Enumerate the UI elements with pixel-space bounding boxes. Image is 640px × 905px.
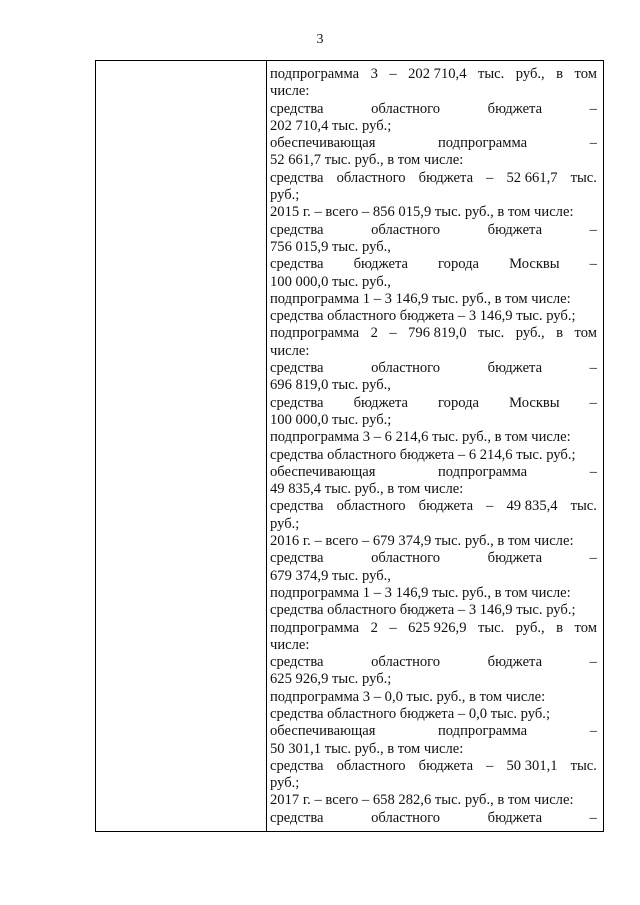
word: средства	[270, 654, 324, 671]
word: –	[589, 394, 597, 411]
word: –	[589, 654, 597, 671]
word: областного	[371, 100, 441, 117]
word: бюджета	[487, 360, 543, 377]
text-line: средства областного бюджета – 0,0 тыс. руб.;	[270, 705, 551, 722]
word: –	[589, 550, 597, 567]
word: областного	[371, 654, 441, 671]
word: подпрограмма	[270, 325, 360, 342]
text-line: средства областного бюджета – 3 146,9 тыс. руб.;	[270, 602, 576, 619]
word: подпрограмма	[438, 135, 528, 152]
right-column-cell	[270, 66, 597, 827]
word: –	[486, 757, 494, 774]
word: Москвы	[509, 256, 560, 273]
word: –	[589, 360, 597, 377]
word: города	[438, 256, 480, 273]
page-number: 3	[316, 32, 324, 47]
word: бюджета	[418, 169, 474, 186]
word: 52 661,7	[506, 169, 558, 186]
word: –	[486, 498, 494, 515]
word: –	[589, 723, 597, 740]
text-line: подпрограмма 3 – 0,0 тыс. руб., в том числе:	[270, 688, 546, 705]
word: областного	[371, 360, 441, 377]
word: областного	[336, 169, 406, 186]
word: 796 819,0	[408, 325, 467, 342]
text-line: подпрограмма 1 – 3 146,9 тыс. руб., в том числе:	[270, 290, 571, 307]
word: средства	[270, 256, 324, 273]
word: бюджета	[418, 498, 474, 515]
text-line: 756 015,9 тыс. руб.,	[270, 238, 391, 255]
word: бюджета	[353, 394, 408, 411]
word: в	[556, 325, 564, 342]
text-line	[270, 810, 597, 827]
word: –	[486, 169, 494, 186]
word: 49 835,4	[506, 498, 558, 515]
text-line	[270, 550, 597, 567]
word: тыс.	[570, 169, 597, 186]
text-line: руб.;	[270, 515, 300, 532]
word: бюджета	[353, 256, 408, 273]
word: в	[556, 66, 564, 82]
text-line: числе:	[270, 83, 310, 100]
text-line: 50 301,1 тыс. руб., в том числе:	[270, 740, 464, 757]
word: руб.,	[515, 66, 545, 82]
text-line	[270, 758, 597, 775]
text-line: средства областного бюджета – 6 214,6 тыс. руб.;	[270, 446, 576, 463]
text-line	[270, 464, 597, 481]
word: руб.,	[515, 325, 545, 342]
text-line: 696 819,0 тыс. руб.,	[270, 377, 391, 394]
word: 50 301,1	[506, 757, 558, 774]
text-line: 2016 г. – всего – 679 374,9 тыс. руб., в том числе:	[270, 533, 574, 550]
word: бюджета	[487, 221, 543, 238]
text-line: 679 374,9 тыс. руб.,	[270, 567, 391, 584]
text-line	[270, 654, 597, 671]
word: 202 710,4	[408, 66, 467, 82]
word: том	[574, 619, 597, 636]
word: Москвы	[509, 394, 560, 411]
text-line: 2015 г. – всего – 856 015,9 тыс. руб., в том числе:	[270, 204, 574, 221]
text-line: руб.;	[270, 775, 300, 792]
word: –	[589, 135, 597, 152]
word: средства	[270, 221, 324, 238]
word: города	[438, 394, 480, 411]
text-line: числе:	[270, 342, 310, 359]
word: бюджета	[487, 654, 543, 671]
word: тыс.	[477, 325, 505, 342]
word: подпрограмма	[438, 463, 528, 480]
word: обеспечивающая	[270, 135, 376, 152]
word: средства	[270, 169, 324, 186]
text-line	[270, 222, 597, 239]
text-line: 52 661,7 тыс. руб., в том числе:	[270, 152, 464, 169]
word: –	[389, 619, 397, 636]
word: том	[574, 325, 597, 342]
text-line: 2017 г. – всего – 658 282,6 тыс. руб., в том числе:	[270, 792, 574, 809]
text-line: числе:	[270, 636, 310, 653]
word: 3	[370, 66, 378, 82]
word: областного	[336, 498, 406, 515]
word: обеспечивающая	[270, 463, 376, 480]
word: тыс.	[570, 498, 597, 515]
word: средства	[270, 498, 324, 515]
word: областного	[371, 809, 441, 826]
word: средства	[270, 360, 324, 377]
text-line	[270, 256, 597, 273]
text-line: 202 710,4 тыс. руб.;	[270, 117, 392, 134]
text-line	[270, 620, 597, 637]
word: 2	[370, 619, 378, 636]
text-line: подпрограмма 3 – 6 214,6 тыс. руб., в том числе:	[270, 429, 571, 446]
word: средства	[270, 100, 324, 117]
word: бюджета	[487, 100, 543, 117]
text-line: руб.;	[270, 187, 300, 204]
word: подпрограмма	[270, 619, 360, 636]
text-line	[270, 723, 597, 740]
word: бюджета	[487, 550, 543, 567]
word: –	[389, 66, 397, 82]
text-line	[270, 325, 597, 342]
word: областного	[371, 221, 441, 238]
word: средства	[270, 809, 324, 826]
word: бюджета	[487, 809, 543, 826]
word: обеспечивающая	[270, 723, 376, 740]
word: –	[589, 221, 597, 238]
word: –	[589, 100, 597, 117]
word: том	[574, 66, 597, 82]
word: тыс.	[477, 619, 505, 636]
text-line	[270, 395, 597, 412]
word: средства	[270, 550, 324, 567]
word: 625 926,9	[408, 619, 467, 636]
text-line: 625 926,9 тыс. руб.;	[270, 671, 392, 688]
word: средства	[270, 757, 324, 774]
word: руб.,	[515, 619, 545, 636]
word: тыс.	[570, 757, 597, 774]
text-line: подпрограмма 1 – 3 146,9 тыс. руб., в том числе:	[270, 584, 571, 601]
word: средства	[270, 394, 324, 411]
text-line	[270, 360, 597, 377]
text-line	[270, 101, 597, 118]
text-line: 49 835,4 тыс. руб., в том числе:	[270, 481, 464, 498]
document-table	[95, 60, 604, 832]
word: тыс.	[477, 66, 505, 82]
word: подпрограмма	[438, 723, 528, 740]
word: –	[589, 256, 597, 273]
word: областного	[371, 550, 441, 567]
word: –	[589, 809, 597, 826]
word: бюджета	[418, 757, 474, 774]
text-line: 100 000,0 тыс. руб.;	[270, 411, 392, 428]
text-line	[270, 135, 597, 152]
word: областного	[336, 757, 406, 774]
word: –	[389, 325, 397, 342]
word: 2	[370, 325, 378, 342]
text-line	[270, 170, 597, 187]
text-line: средства областного бюджета – 3 146,9 тыс. руб.;	[270, 308, 576, 325]
word: в	[556, 619, 564, 636]
word: –	[589, 463, 597, 480]
column-divider	[266, 61, 267, 831]
word: подпрограмма	[270, 66, 360, 82]
text-line	[270, 66, 597, 83]
text-line	[270, 498, 597, 515]
text-line: 100 000,0 тыс. руб.,	[270, 273, 391, 290]
